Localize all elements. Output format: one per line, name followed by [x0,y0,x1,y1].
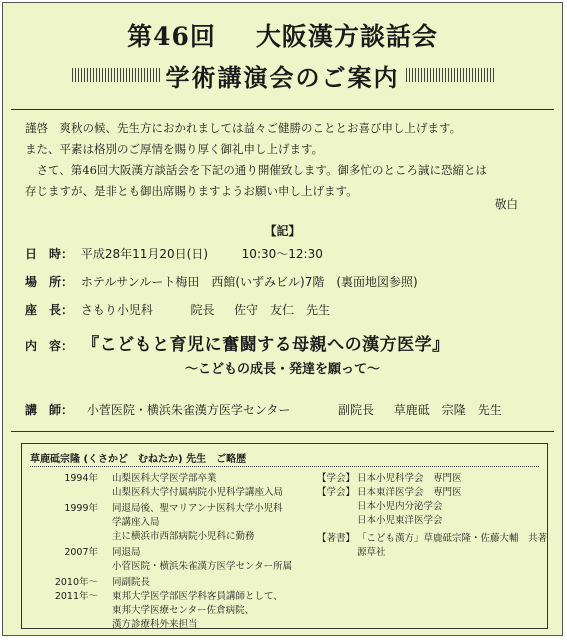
date-row [25,245,323,262]
date-value: 平成28年11月20日(日) [80,247,209,261]
content-label: 内 容： [25,339,74,353]
event-name: 大阪漢方談話会 [255,22,438,51]
chair-name: 佐守 友仁 先生 [234,303,331,317]
history-item: 1999年 同退局後、聖マリアンナ医科大学小児科 [64,503,283,514]
lecturer-name: 草鹿砥 宗隆 先生 [393,403,502,417]
lecturer-label: 講 師： [25,403,74,417]
venue-row [25,273,418,290]
letter-line: さて、第46回大阪漢方談話会を下記の通り開催致します。御多忙のところ誠に恐縮とは [25,163,487,177]
bio-box [21,443,548,629]
content-row [25,330,450,355]
history-item: 東邦大学医療センター佐倉病院、 [112,605,255,616]
publication-item: 【著書】 「こども漢方」草鹿砥宗隆・佐藤大輔 共著 [317,533,548,544]
history-item: 1994年 山梨医科大学医学部卒業 [64,473,217,484]
venue-label: 場 所： [25,275,74,289]
history-item: 2010年～ 同副院長 [54,577,151,588]
subtitle-row [3,57,562,93]
chair-row [25,301,330,318]
bio-heading-underline [30,466,539,467]
date-label: 日 時： [25,247,74,261]
venue-value: ホテルサンルート梅田 西館(いずみビル)7階 (裏面地図参照) [80,275,418,289]
bio-heading: 草鹿砥宗隆 (くさかど むねたか) 先生 ご略歴 [30,454,247,465]
time-value: 10:30～12:30 [241,247,323,261]
letter-line: 存じますが、是非とも御出席賜りますようお願い申し上げます。 [25,184,358,198]
hatch-decoration-left [72,68,160,82]
record-heading: 【記】 [264,224,301,238]
chair-org: さもり小児科 [80,303,153,317]
lecturer-title: 副院長 [338,403,375,417]
announcement-page [2,2,563,636]
history-item: 主に横浜市西部病院小児科に勤務 [112,531,255,542]
lecture-subtheme: ～こどもの成長・発達を願って～ [184,362,380,377]
lecturer-org: 小菅医院・横浜朱雀漢方医学センター [86,403,291,417]
hatch-decoration-right [406,68,494,82]
publication-item: 源草社 [357,547,386,558]
society-item: 【学会】 日本東洋医学会 専門医 [317,487,462,498]
invitation-letter [25,118,487,202]
event-title [3,17,562,53]
history-item: 学講座入局 [112,517,160,528]
society-item: 【学会】 日本小児科学会 専門医 [317,473,462,484]
page-subtitle: 学術講演会のご案内 [165,62,400,92]
header-divider [11,109,554,110]
history-item: 漢方診療科外来担当 [112,619,198,630]
lecturer-row [25,401,502,418]
letter-closing: 敬白 [495,197,518,211]
history-item: 2011年～ 東邦大学医学部医学科客員講師として、 [54,591,283,602]
letter-line: 謹啓 爽秋の候、先生方におかれましては益々ご健勝のこととお喜び申し上げます。 [25,121,462,135]
society-item: 日本小児東洋医学会 [357,515,443,526]
history-item: 小菅医院・横浜朱雀漢方医学センター所属 [112,561,293,572]
letter-line: また、平素は格別のご厚情を賜り厚く御礼申し上げます。 [25,142,324,156]
society-item: 日本小児内分泌学会 [357,501,443,512]
event-number: 第46回 [127,22,216,51]
bio-divider [11,431,554,432]
history-item: 2007年 同退局 [64,547,141,558]
lecture-theme: 『こどもと育児に奮闘する母親への漢方医学』 [82,335,450,355]
chair-label: 座 長： [25,303,74,317]
chair-title: 院長 [190,303,215,317]
history-item: 山梨医科大学付属病院小児科学講座入局 [112,487,284,498]
